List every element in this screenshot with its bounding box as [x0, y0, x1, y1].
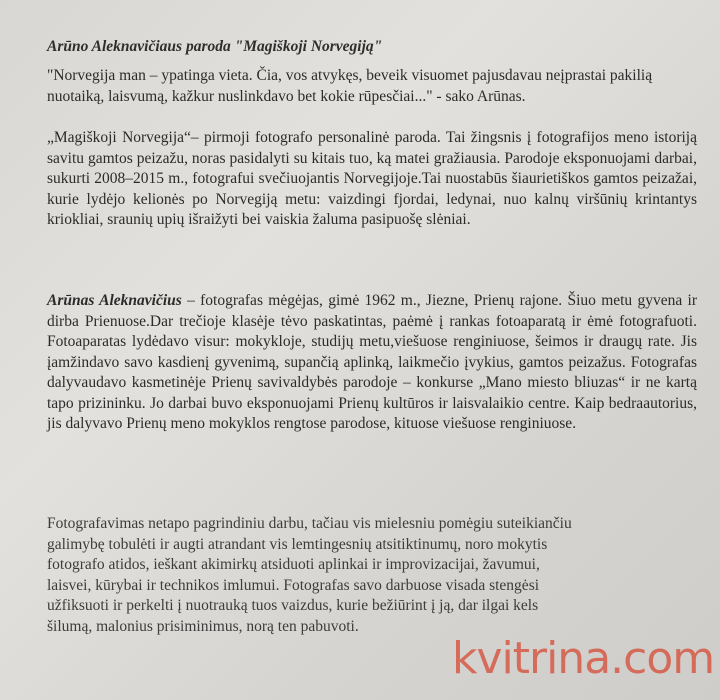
closing-line: galimybę tobulėti ir augti atrandant vis lemtingesnių atsitiktinumų, noro mokytis — [47, 535, 548, 553]
photographer-name: Arūnas Aleknavičius — [47, 292, 182, 309]
quote-paragraph: "Norvegija man – ypatinga vieta. Čia, vos atvykęs, beveik visuomet pajusdavau neįprastai pakilią nuotaiką, laisvumą, kažkur nuslinkdavo bet kokie rūpesčiai..." - sako Arūnas. — [47, 67, 653, 105]
closing-line: šilumą, malonius prisiminimus, norą ten pabuvoti. — [47, 617, 359, 635]
exhibition-paragraph — [47, 128, 697, 231]
closing-paragraph — [47, 514, 697, 637]
exhibition-intro: „Magiškoji Norvegija“– pirmoji fotografo personalinė paroda. Tai žingsnis į fotografijos meno istoriją savitu gamtos peizažu, noras pasidalyti su kitais tuo, ką matei gražiausia. — [47, 129, 697, 167]
exhibition-details: Parodoje eksponuojami darbai, sukurti 2008–2015 m., fotografui svečiuojantis Norvegijoje.Tai nuostabūs šiaurietiškos gamtos peizažai, kurie lydėjo kelionės po Norvegiją metu: vaizdingi fjordai, ledynai, nuo kalnų viršūnių krintantys kriokliai, sraunių upių išraižyti bei vaiskia žaluma pasipuošę slėniai. — [47, 149, 697, 228]
bio-paragraph — [47, 291, 697, 435]
closing-line: fotografo atidos, ieškant akimirkų atsiduoti aplinkai ir improvizacijai, žavumui, — [47, 556, 540, 573]
closing-line: užfiksuoti ir perkelti į nuotrauką tuos vaizdus, kurie bežiūrint į ją, dar ilgai kels — [47, 597, 539, 614]
exhibition-title: Arūno Aleknavičiaus paroda "Magiškoji Norvegiją" — [47, 38, 383, 55]
site-watermark: kvitrina.com — [452, 633, 715, 684]
closing-line: Fotografavimas netapo pagrindiniu darbu, tačiau vis mielesniu pomėgiu suteikiančiu — [47, 515, 572, 532]
closing-line: laisvei, kūrybai ir technikos imlumui. Fotografas savo darbuose visada stengėsi — [47, 576, 540, 594]
bio-text: – fotografas mėgėjas, gimė 1962 m., Jiezne, Prienų rajone. Šiuo metu gyvena ir dirba Prienuose.Dar trečioje klasėje tėvo paskatintas, paėmė į rankas fotoaparatą ir ėmė fotografuoti. Fotoaparatas lydėdavo visur: mokykloje, studijų metu,viešuose renginiuose, šeimos ir draugų rate. Jis įamžindavo savo kasdienį gyvenimą, supančią aplinką, laikmečio įvykius, gamtos peizažus. Fotografas dalyvaudavo kasmetinėje Prienų savivaldybės parodoje – konkurse „Mano miesto bliuzas“ ir ne kartą tapo prizininku. Jo darbai buvo eksponuojami Prienų kultūros ir laisvalaikio centre. Kaip bedraautorius, jis dalyvavo Prienų meno mokyklos rengtose parodose, kituose viešuose renginiuose. — [47, 292, 698, 432]
